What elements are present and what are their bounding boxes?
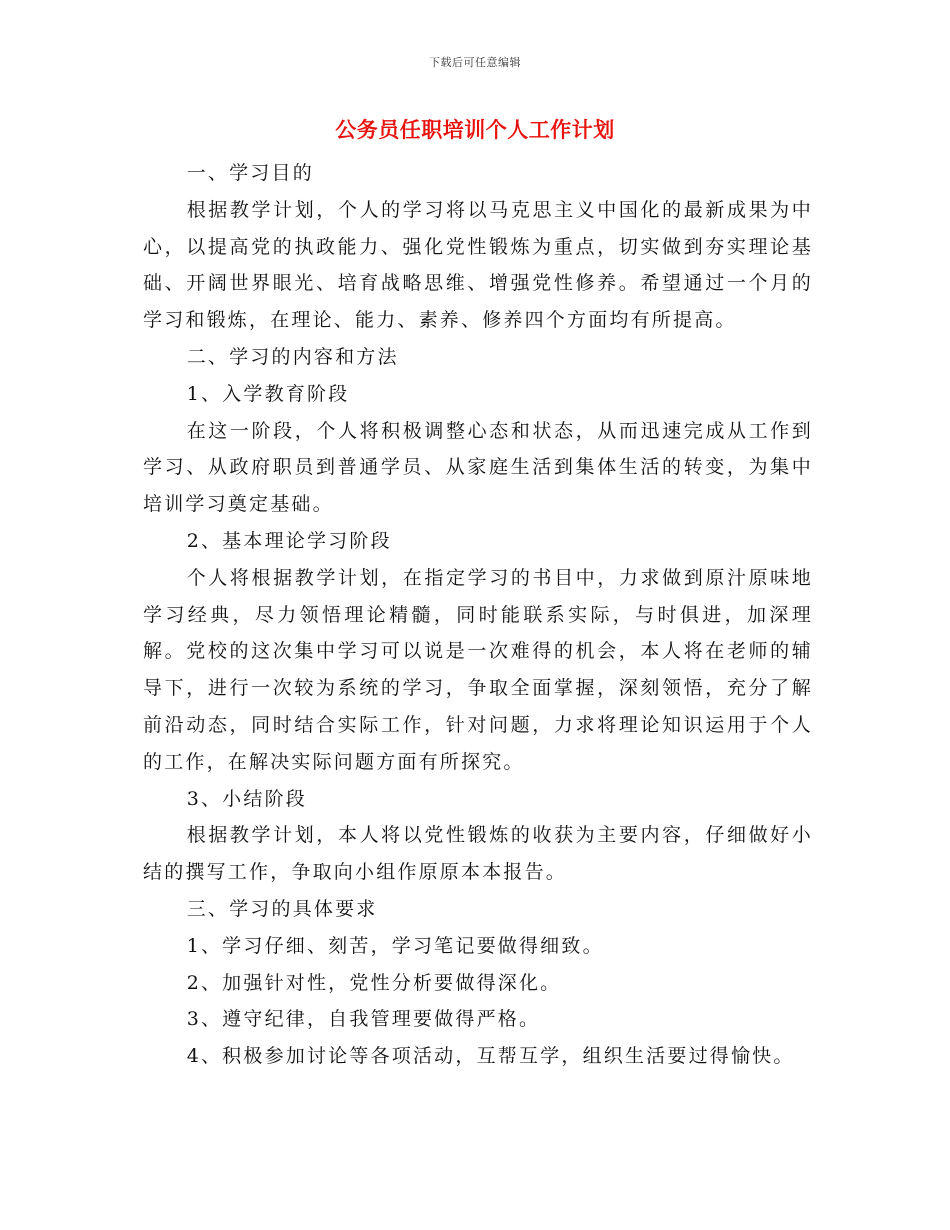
section-heading-learning-goal: 一、学习目的 — [186, 162, 314, 184]
header-note: 下载后可任意编辑 — [429, 56, 521, 69]
paragraph-theory-stage: 个人将根据教学计划，在指定学习的书目中，力求做到原汁原味地学习经典，尽力领悟理论精髓，同时能联系实际，与时俱进，加深理解。党校的这次集中学习可以说是一次难得的机会，本人将在老师的辅导下，进行一次较为系统的学习，争取全面掌握，深刻领悟，充分了解前沿动态，同时结合实际工作，针对问题，力求将理论知识运用于个人的工作，在解决实际问题方面有所探究。 — [143, 566, 813, 773]
requirement-item: 2、加强针对性，党性分析要做得深化。 — [186, 971, 562, 994]
document-title: 公务员任职培训个人工作计划 — [335, 118, 615, 142]
subheading-orientation-stage: 1、入学教育阶段 — [186, 382, 350, 405]
document-body — [143, 155, 813, 1075]
section-heading-content-methods: 二、学习的内容和方法 — [186, 345, 399, 368]
subheading-theory-stage: 2、基本理论学习阶段 — [186, 529, 392, 552]
paragraph-summary-stage: 根据教学计划，本人将以党性锻炼的收获为主要内容，仔细做好小结的撰写工作，争取向小组作原原本本报告。 — [143, 824, 813, 884]
section-heading-requirements: 三、学习的具体要求 — [186, 897, 378, 920]
paragraph-learning-goal: 根据教学计划，个人的学习将以马克思主义中国化的最新成果为中心，以提高党的执政能力、强化党性锻炼为重点，切实做到夯实理论基础、开阔世界眼光、培育战略思维、增强党性修养。希望通过一个月的学习和锻炼，在理论、能力、素养、修养四个方面均有所提高。 — [143, 198, 813, 332]
requirement-item: 1、学习仔细、刻苦，学习笔记要做得细致。 — [186, 934, 604, 957]
subheading-summary-stage: 3、小结阶段 — [186, 787, 307, 810]
requirement-item: 4、积极参加讨论等各项活动，互帮互学，组织生活要过得愉快。 — [186, 1045, 795, 1068]
requirement-item: 3、遵守纪律，自我管理要做得严格。 — [186, 1008, 541, 1031]
paragraph-orientation-stage: 在这一阶段，个人将积极调整心态和状态，从而迅速完成从工作到学习、从政府职员到普通学员、从家庭生活到集体生活的转变，为集中培训学习奠定基础。 — [143, 419, 813, 516]
